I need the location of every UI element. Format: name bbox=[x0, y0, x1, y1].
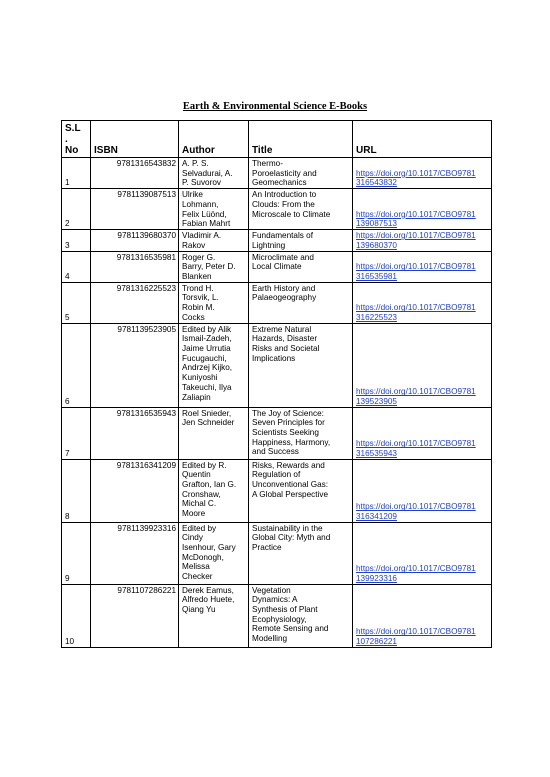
cell-sl-no: 6 bbox=[62, 323, 91, 407]
cell-url bbox=[353, 282, 492, 323]
cell-url bbox=[353, 522, 492, 584]
header-isbn: ISBN bbox=[91, 121, 179, 158]
cell-isbn: 9781139923316 bbox=[91, 522, 179, 584]
cell-title: The Joy of Science: Seven Principles for Scientists Seeking Happiness, Harmony, and Success bbox=[249, 407, 353, 459]
doi-link[interactable]: https://doi.org/10.1017/CBO9781 139523905 bbox=[356, 387, 476, 406]
doi-link[interactable]: https://doi.org/10.1017/CBO9781 316543832 bbox=[356, 168, 476, 188]
table-row bbox=[62, 251, 492, 282]
table-row bbox=[62, 407, 492, 459]
cell-title: Earth History and Palaeogeography bbox=[249, 282, 353, 323]
header-author: Author bbox=[179, 121, 249, 158]
page-title: Earth & Environmental Science E-Books bbox=[182, 101, 368, 112]
cell-author: Ulrike Lohmann, Felix Lüönd, Fabian Mahrt bbox=[179, 189, 249, 230]
cell-title: Risks, Rewards and Regulation of Unconventional Gas: A Global Perspective bbox=[249, 459, 353, 522]
cell-sl-no: 2 bbox=[62, 189, 91, 230]
cell-isbn: 9781316543832 bbox=[91, 158, 179, 189]
doi-link[interactable]: https://doi.org/10.1017/CBO9781 316225523 bbox=[356, 303, 476, 322]
cell-title: Microclimate and Local Climate bbox=[249, 251, 353, 282]
doi-link[interactable]: https://doi.org/10.1017/CBO9781 107286221 bbox=[356, 627, 476, 646]
cell-url bbox=[353, 251, 492, 282]
cell-url bbox=[353, 189, 492, 230]
cell-url bbox=[353, 323, 492, 407]
table-row bbox=[62, 282, 492, 323]
cell-isbn: 9781316535943 bbox=[91, 407, 179, 459]
cell-sl-no: 10 bbox=[62, 584, 91, 647]
cell-sl-no: 8 bbox=[62, 459, 91, 522]
cell-isbn: 9781107286221 bbox=[91, 584, 179, 647]
cell-url bbox=[353, 230, 492, 251]
cell-url bbox=[353, 158, 492, 189]
table-row bbox=[62, 522, 492, 584]
cell-author: Roger G. Barry, Peter D. Blanken bbox=[179, 251, 249, 282]
doi-link[interactable]: https://doi.org/10.1017/CBO9781 316535943 bbox=[356, 439, 476, 458]
cell-author: Trond H. Torsvik, L. Robin M. Cocks bbox=[179, 282, 249, 323]
cell-isbn: 9781139523905 bbox=[91, 323, 179, 407]
cell-author: Edited by Alik Ismail-Zadeh, Jaime Urrutia Fucugauchi, Andrzej Kijko, Kuniyoshi Takeuchi, Ilya Zaliapin bbox=[179, 323, 249, 407]
cell-sl-no: 5 bbox=[62, 282, 91, 323]
cell-author: Roel Snieder, Jen Schneider bbox=[179, 407, 249, 459]
cell-sl-no: 1 bbox=[62, 158, 91, 189]
doi-link[interactable]: https://doi.org/10.1017/CBO9781 139680370 bbox=[356, 231, 476, 250]
cell-author: Vladimir A. Rakov bbox=[179, 230, 249, 251]
cell-author: Edited by R. Quentin Grafton, Ian G. Cronshaw, Michal C. Moore bbox=[179, 459, 249, 522]
ebooks-table bbox=[61, 120, 492, 648]
header-sl-no: S.L . No bbox=[62, 121, 91, 158]
cell-url bbox=[353, 407, 492, 459]
cell-url bbox=[353, 459, 492, 522]
cell-title: Thermo- Poroelasticity and Geomechanics bbox=[249, 158, 353, 189]
table-row bbox=[62, 323, 492, 407]
doi-link[interactable]: https://doi.org/10.1017/CBO9781 316535981 bbox=[356, 262, 476, 281]
cell-isbn: 9781316341209 bbox=[91, 459, 179, 522]
cell-title: Sustainability in the Global City: Myth and Practice bbox=[249, 522, 353, 584]
cell-author: Edited by Cindy Isenhour, Gary McDonogh, Melissa Checker bbox=[179, 522, 249, 584]
table-row bbox=[62, 189, 492, 230]
table-row bbox=[62, 230, 492, 251]
cell-title: An Introduction to Clouds: From the Microscale to Climate bbox=[249, 189, 353, 230]
cell-author: Derek Eamus, Alfredo Huete, Qiang Yu bbox=[179, 584, 249, 647]
cell-isbn: 9781316535981 bbox=[91, 251, 179, 282]
doi-link[interactable]: https://doi.org/10.1017/CBO9781 316341209 bbox=[356, 502, 476, 521]
cell-isbn: 9781139087513 bbox=[91, 189, 179, 230]
header-url: URL bbox=[353, 121, 492, 158]
header-row bbox=[62, 121, 492, 158]
cell-sl-no: 4 bbox=[62, 251, 91, 282]
cell-url bbox=[353, 584, 492, 647]
cell-author: A. P. S. Selvadurai, A. P. Suvorov bbox=[179, 158, 249, 189]
table-row bbox=[62, 158, 492, 189]
cell-title: Fundamentals of Lightning bbox=[249, 230, 353, 251]
cell-isbn: 9781139680370 bbox=[91, 230, 179, 251]
table-row bbox=[62, 584, 492, 647]
cell-sl-no: 7 bbox=[62, 407, 91, 459]
doi-link[interactable]: https://doi.org/10.1017/CBO9781 139087513 bbox=[356, 209, 476, 229]
cell-isbn: 9781316225523 bbox=[91, 282, 179, 323]
table-row bbox=[62, 459, 492, 522]
cell-title: Vegetation Dynamics: A Synthesis of Plant Ecophysiology, Remote Sensing and Modelling bbox=[249, 584, 353, 647]
cell-title: Extreme Natural Hazards, Disaster Risks and Societal Implications bbox=[249, 323, 353, 407]
cell-sl-no: 3 bbox=[62, 230, 91, 251]
cell-sl-no: 9 bbox=[62, 522, 91, 584]
header-title: Title bbox=[249, 121, 353, 158]
doi-link[interactable]: https://doi.org/10.1017/CBO9781 139923316 bbox=[356, 564, 476, 583]
